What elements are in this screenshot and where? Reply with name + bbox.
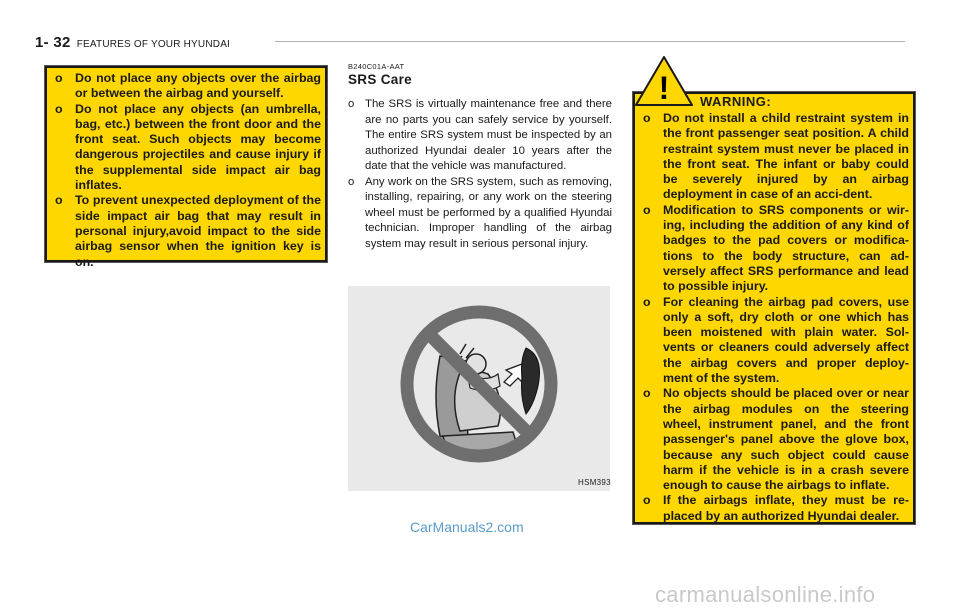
list-bullet: o xyxy=(643,386,651,401)
list-item xyxy=(348,175,612,253)
list-item-text: Modification to SRS components or wir-ing, including the addition of any kind of badges to the pad covers or modifica-tions to the body structure, can ad-versely affect SRS performance and lead to possible injury. xyxy=(663,202,909,294)
page-header xyxy=(35,34,230,52)
header-rule xyxy=(275,41,905,42)
list-bullet: o xyxy=(643,493,651,508)
srs-care-list xyxy=(348,97,612,252)
list-item-text: If the airbags inflate, they must be re-placed by an authorized Hyundai dealer. xyxy=(663,493,909,523)
list-item xyxy=(55,102,321,194)
warning-symbol: ! xyxy=(658,70,670,106)
list-item-text: For cleaning the airbag pad covers, use only a soft, dry cloth or one which has been moistened with plain water. Sol-vents or cleaners could adversely affect the airbag covers and proper deploy-ment of the system. xyxy=(663,294,909,386)
warning-list xyxy=(643,111,909,524)
caution-list-left xyxy=(55,71,321,270)
caution-box-left xyxy=(44,65,328,269)
list-bullet: o xyxy=(348,175,355,188)
list-item xyxy=(55,71,321,102)
list-item xyxy=(643,111,909,203)
list-item-text: Do not install a child restraint system in the front passenger seat position. A child restraint system must never be placed in the front seat. The infant or baby could be severely injured by an airbag deployment in case of an acci-dent. xyxy=(663,111,909,202)
section-title: FEATURES OF YOUR HYUNDAI xyxy=(76,39,231,50)
list-bullet: o xyxy=(55,193,63,208)
list-item xyxy=(643,493,909,524)
watermark-link[interactable]: CarManuals2.com xyxy=(410,519,524,535)
list-item-text: Any work on the SRS system, such as removing, installing, repairing, or any work on the steering wheel must be performed by a qualified Hyundai technician. Improper handling of the airbag system may result in serious personal injury. xyxy=(365,175,612,250)
list-item xyxy=(348,97,612,175)
list-item-text: To prevent unexpected deployment of the side impact air bag that may result in personal injury,avoid impact to the side airbag sensor when the ignition key is on. xyxy=(75,193,321,269)
list-bullet: o xyxy=(643,202,651,217)
list-item-text: No objects should be placed over or near the airbag modules on the steering wheel, instrument panel, and the front passenger's panel above the glove box, because any such object could cause harm if the vehicle is in a crash severe enough to cause the airbags to inflate. xyxy=(663,386,909,493)
page-number: 1- 32 xyxy=(35,34,71,51)
warning-triangle-icon xyxy=(634,55,694,107)
list-bullet: o xyxy=(643,294,651,309)
figure-code: HSM393 xyxy=(578,478,611,487)
list-item-text: The SRS is virtually maintenance free and there are no parts you can safely service by yourself. The entire SRS system must be inspected by an authorized Hyundai dealer 10 years after the date that the vehicle was manufactured. xyxy=(365,98,612,172)
prohibition-sign-icon xyxy=(348,286,610,491)
list-bullet: o xyxy=(55,101,63,116)
list-item-text: Do not place any objects (an umbrella, bag, etc.) between the front door and the front seat. Such objects may become dangerous projectiles and cause injury if the supplemental side impact air bag inflates. xyxy=(75,101,321,193)
list-bullet: o xyxy=(348,98,355,110)
srs-care-heading: SRS Care xyxy=(348,72,412,87)
warning-box-right xyxy=(632,91,916,525)
warning-title: WARNING: xyxy=(700,94,772,109)
list-item xyxy=(55,193,321,269)
list-bullet: o xyxy=(55,71,63,85)
list-bullet: o xyxy=(643,111,651,125)
section-code: B240C01A-AAT xyxy=(348,62,405,71)
list-item xyxy=(643,386,909,493)
list-item xyxy=(643,203,909,295)
airbag-illustration xyxy=(348,286,610,491)
list-item-text: Do not place any objects over the airbag or between the airbag and yourself. xyxy=(75,71,321,101)
watermark-footer: carmanualsonline.info xyxy=(655,582,876,607)
list-item xyxy=(643,295,909,387)
